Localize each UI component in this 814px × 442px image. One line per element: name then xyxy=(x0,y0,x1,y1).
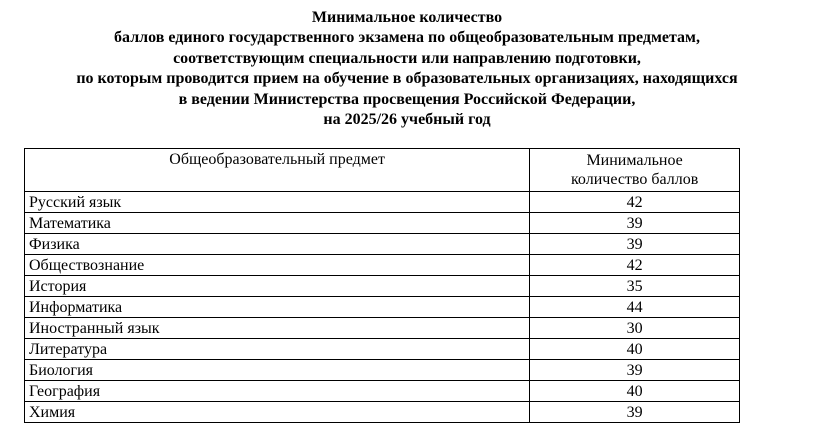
table-row xyxy=(25,297,740,318)
score-cell: 42 xyxy=(530,255,740,276)
table-row xyxy=(25,213,740,234)
subject-cell: Химия xyxy=(25,402,530,423)
subject-cell: Обществознание xyxy=(25,255,530,276)
title-line: в ведении Министерства просвещения Российской Федерации, xyxy=(178,90,636,108)
subject-cell: Русский язык xyxy=(25,192,530,213)
header-min-score-line: количество баллов xyxy=(570,171,699,188)
score-cell: 39 xyxy=(530,213,740,234)
table-row xyxy=(25,360,740,381)
title-line: соответствующим специальности или направлению подготовки, xyxy=(173,49,641,67)
table-row xyxy=(25,318,740,339)
score-cell: 40 xyxy=(530,339,740,360)
score-cell: 39 xyxy=(530,360,740,381)
subject-cell: Физика xyxy=(25,234,530,255)
subject-cell: Биология xyxy=(25,360,530,381)
header-min-score xyxy=(530,149,740,192)
subject-cell: Литература xyxy=(25,339,530,360)
table-row xyxy=(25,402,740,423)
document-title xyxy=(0,8,814,130)
table-row xyxy=(25,276,740,297)
title-line: на 2025/26 учебный год xyxy=(323,111,491,129)
score-cell: 44 xyxy=(530,297,740,318)
table-row xyxy=(25,255,740,276)
table-row xyxy=(25,339,740,360)
table-row xyxy=(25,234,740,255)
subject-cell: Информатика xyxy=(25,297,530,318)
title-line: баллов единого государственного экзамена по общеобразовательным предметам, xyxy=(114,29,700,47)
score-cell: 30 xyxy=(530,318,740,339)
header-subject: Общеобразовательный предмет xyxy=(25,149,530,192)
score-cell: 39 xyxy=(530,234,740,255)
subject-cell: Математика xyxy=(25,213,530,234)
table-row xyxy=(25,381,740,402)
score-cell: 42 xyxy=(530,192,740,213)
title-line: Минимальное количество xyxy=(311,9,503,26)
subject-cell: История xyxy=(25,276,530,297)
title-line: по которым проводится прием на обучение в образовательных организациях, находящихся xyxy=(76,70,738,88)
subject-cell: Иностранный язык xyxy=(25,318,530,339)
subject-cell: География xyxy=(25,381,530,402)
score-cell: 39 xyxy=(530,402,740,423)
table-row xyxy=(25,192,740,213)
score-cell: 35 xyxy=(530,276,740,297)
header-min-score-line: Минимальное xyxy=(586,152,683,169)
table-header-row xyxy=(25,149,740,192)
score-cell: 40 xyxy=(530,381,740,402)
min-scores-table xyxy=(24,148,740,423)
